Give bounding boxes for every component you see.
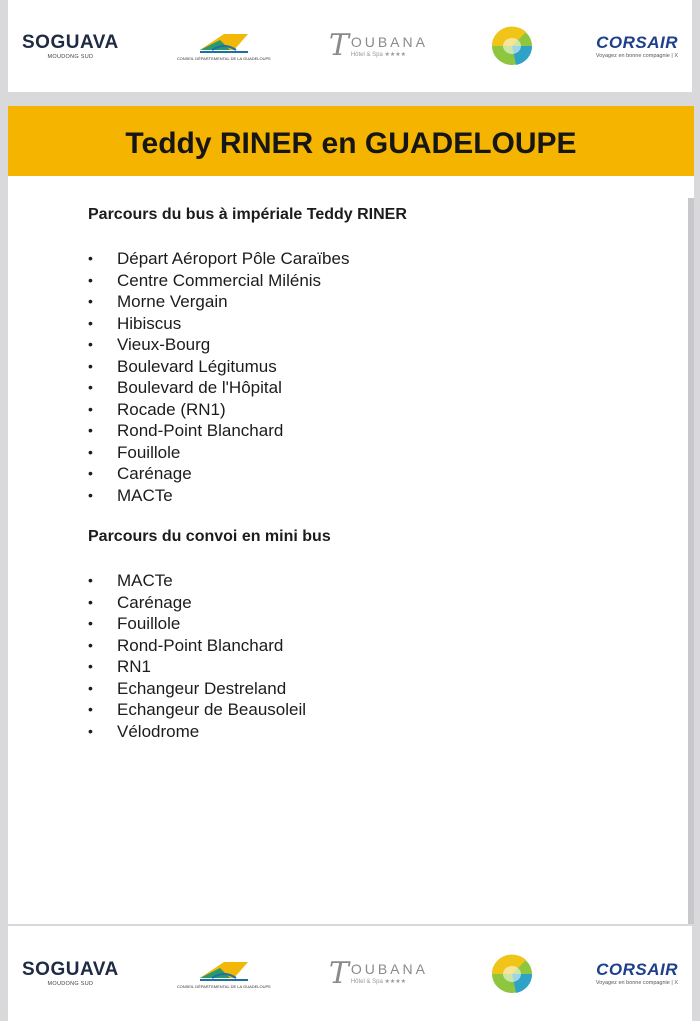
page-title: Teddy RINER en GUADELOUPE — [125, 127, 577, 160]
route-stop: Fouillole — [117, 614, 181, 633]
soguava-logo — [22, 33, 119, 60]
route-stop: Vieux-Bourg — [117, 335, 211, 354]
bullet-icon: • — [88, 486, 93, 503]
festival-emblem-icon — [486, 951, 538, 997]
bullet-icon: • — [88, 658, 93, 674]
route-stop: Boulevard Légitumus — [117, 356, 277, 376]
bullet-icon: • — [88, 379, 93, 395]
bullet-icon: • — [88, 443, 93, 460]
soguava-logo-name: SOGUAVA — [22, 31, 119, 53]
toubana-logo — [328, 955, 428, 991]
route-stop: Carénage — [117, 464, 192, 483]
toubana-logo-subtitle: Hôtel & Spa ★★★★ — [350, 979, 407, 985]
soguava-logo-subtitle: MOUDONG SUD — [47, 53, 94, 60]
route-stop: Hibiscus — [117, 313, 182, 333]
conseil-departemental-emblem-icon — [194, 958, 254, 984]
bullet-icon: • — [88, 250, 93, 266]
conseil-departemental-emblem-icon — [194, 30, 254, 56]
route-stop: Départ Aéroport Pôle Caraïbes — [117, 249, 350, 268]
bullet-icon: • — [88, 293, 93, 309]
corsair-logo — [596, 34, 678, 59]
route-stop: Boulevard de l'Hôpital — [117, 378, 282, 397]
route-stop: Vélodrome — [117, 721, 200, 741]
soguava-logo-name: SOGUAVA — [22, 959, 119, 980]
conseil-departemental-caption: CONSEIL DÉPARTEMENTAL DE LA GUADELOUPE — [176, 56, 271, 62]
bullet-icon: • — [88, 679, 93, 696]
route-stop: Rond-Point Blanchard — [117, 635, 284, 655]
itinerary-card — [8, 106, 694, 924]
conseil-departemental-logo — [177, 30, 271, 62]
soguava-logo — [22, 960, 119, 987]
bullet-icon: • — [88, 336, 93, 352]
route-stop: MACTe — [117, 485, 173, 505]
bullet-icon: • — [88, 314, 93, 331]
bullet-icon: • — [88, 701, 93, 717]
corsair-logo-tagline: Voyagez en bonne compagnie | X — [595, 980, 678, 986]
festival-round-logo — [486, 23, 538, 69]
corsair-logo-name: CORSAIR — [596, 32, 678, 52]
title-bar — [8, 106, 694, 176]
bullet-icon: • — [88, 572, 93, 588]
bullet-icon: • — [88, 465, 93, 481]
bullet-icon: • — [88, 593, 93, 610]
festival-round-logo — [486, 951, 538, 997]
bottom-logo-band — [8, 926, 692, 1021]
bullet-icon: • — [88, 400, 93, 417]
route-stop: Fouillole — [117, 442, 181, 462]
route-stop: Carénage — [117, 592, 192, 612]
bullet-icon: • — [88, 422, 93, 438]
route-stop: Echangeur Destreland — [117, 678, 287, 698]
double-decker-route-heading: Parcours du bus à impériale Teddy RINER — [88, 206, 407, 223]
toubana-logo-initial: T — [328, 955, 349, 991]
scrollbar[interactable] — [688, 198, 694, 924]
route-stop: Centre Commercial Milénis — [117, 270, 322, 290]
route-stop: MACTe — [117, 571, 173, 590]
bullet-icon: • — [88, 271, 93, 288]
bullet-icon: • — [88, 357, 93, 374]
soguava-logo-subtitle: MOUDONG SUD — [47, 981, 94, 987]
route-stop: Morne Vergain — [117, 292, 228, 311]
conseil-departemental-caption: CONSEIL DÉPARTEMENTAL DE LA GUADELOUPE — [176, 983, 271, 989]
minibus-convoy-route-heading: Parcours du convoi en mini bus — [88, 528, 331, 545]
bullet-icon: • — [88, 636, 93, 653]
toubana-logo-name: OUBANA — [350, 33, 428, 50]
festival-emblem-icon — [486, 23, 538, 69]
route-stop: Echangeur de Beausoleil — [117, 700, 307, 719]
toubana-logo-subtitle: Hôtel & Spa ★★★★ — [350, 51, 407, 58]
route-stop: RN1 — [117, 657, 152, 676]
route-stop: Rocade (RN1) — [117, 399, 226, 419]
toubana-logo — [328, 28, 428, 63]
toubana-logo-initial: T — [328, 28, 349, 63]
toubana-logo-name: OUBANA — [350, 961, 428, 977]
top-logo-band — [8, 0, 692, 92]
corsair-logo — [596, 961, 678, 986]
corsair-logo-name: CORSAIR — [596, 960, 678, 979]
bullet-icon: • — [88, 722, 93, 739]
corsair-logo-tagline: Voyagez en bonne compagnie | X — [595, 52, 678, 59]
route-stop: Rond-Point Blanchard — [117, 421, 284, 440]
bullet-icon: • — [88, 615, 93, 631]
conseil-departemental-logo — [177, 958, 271, 990]
